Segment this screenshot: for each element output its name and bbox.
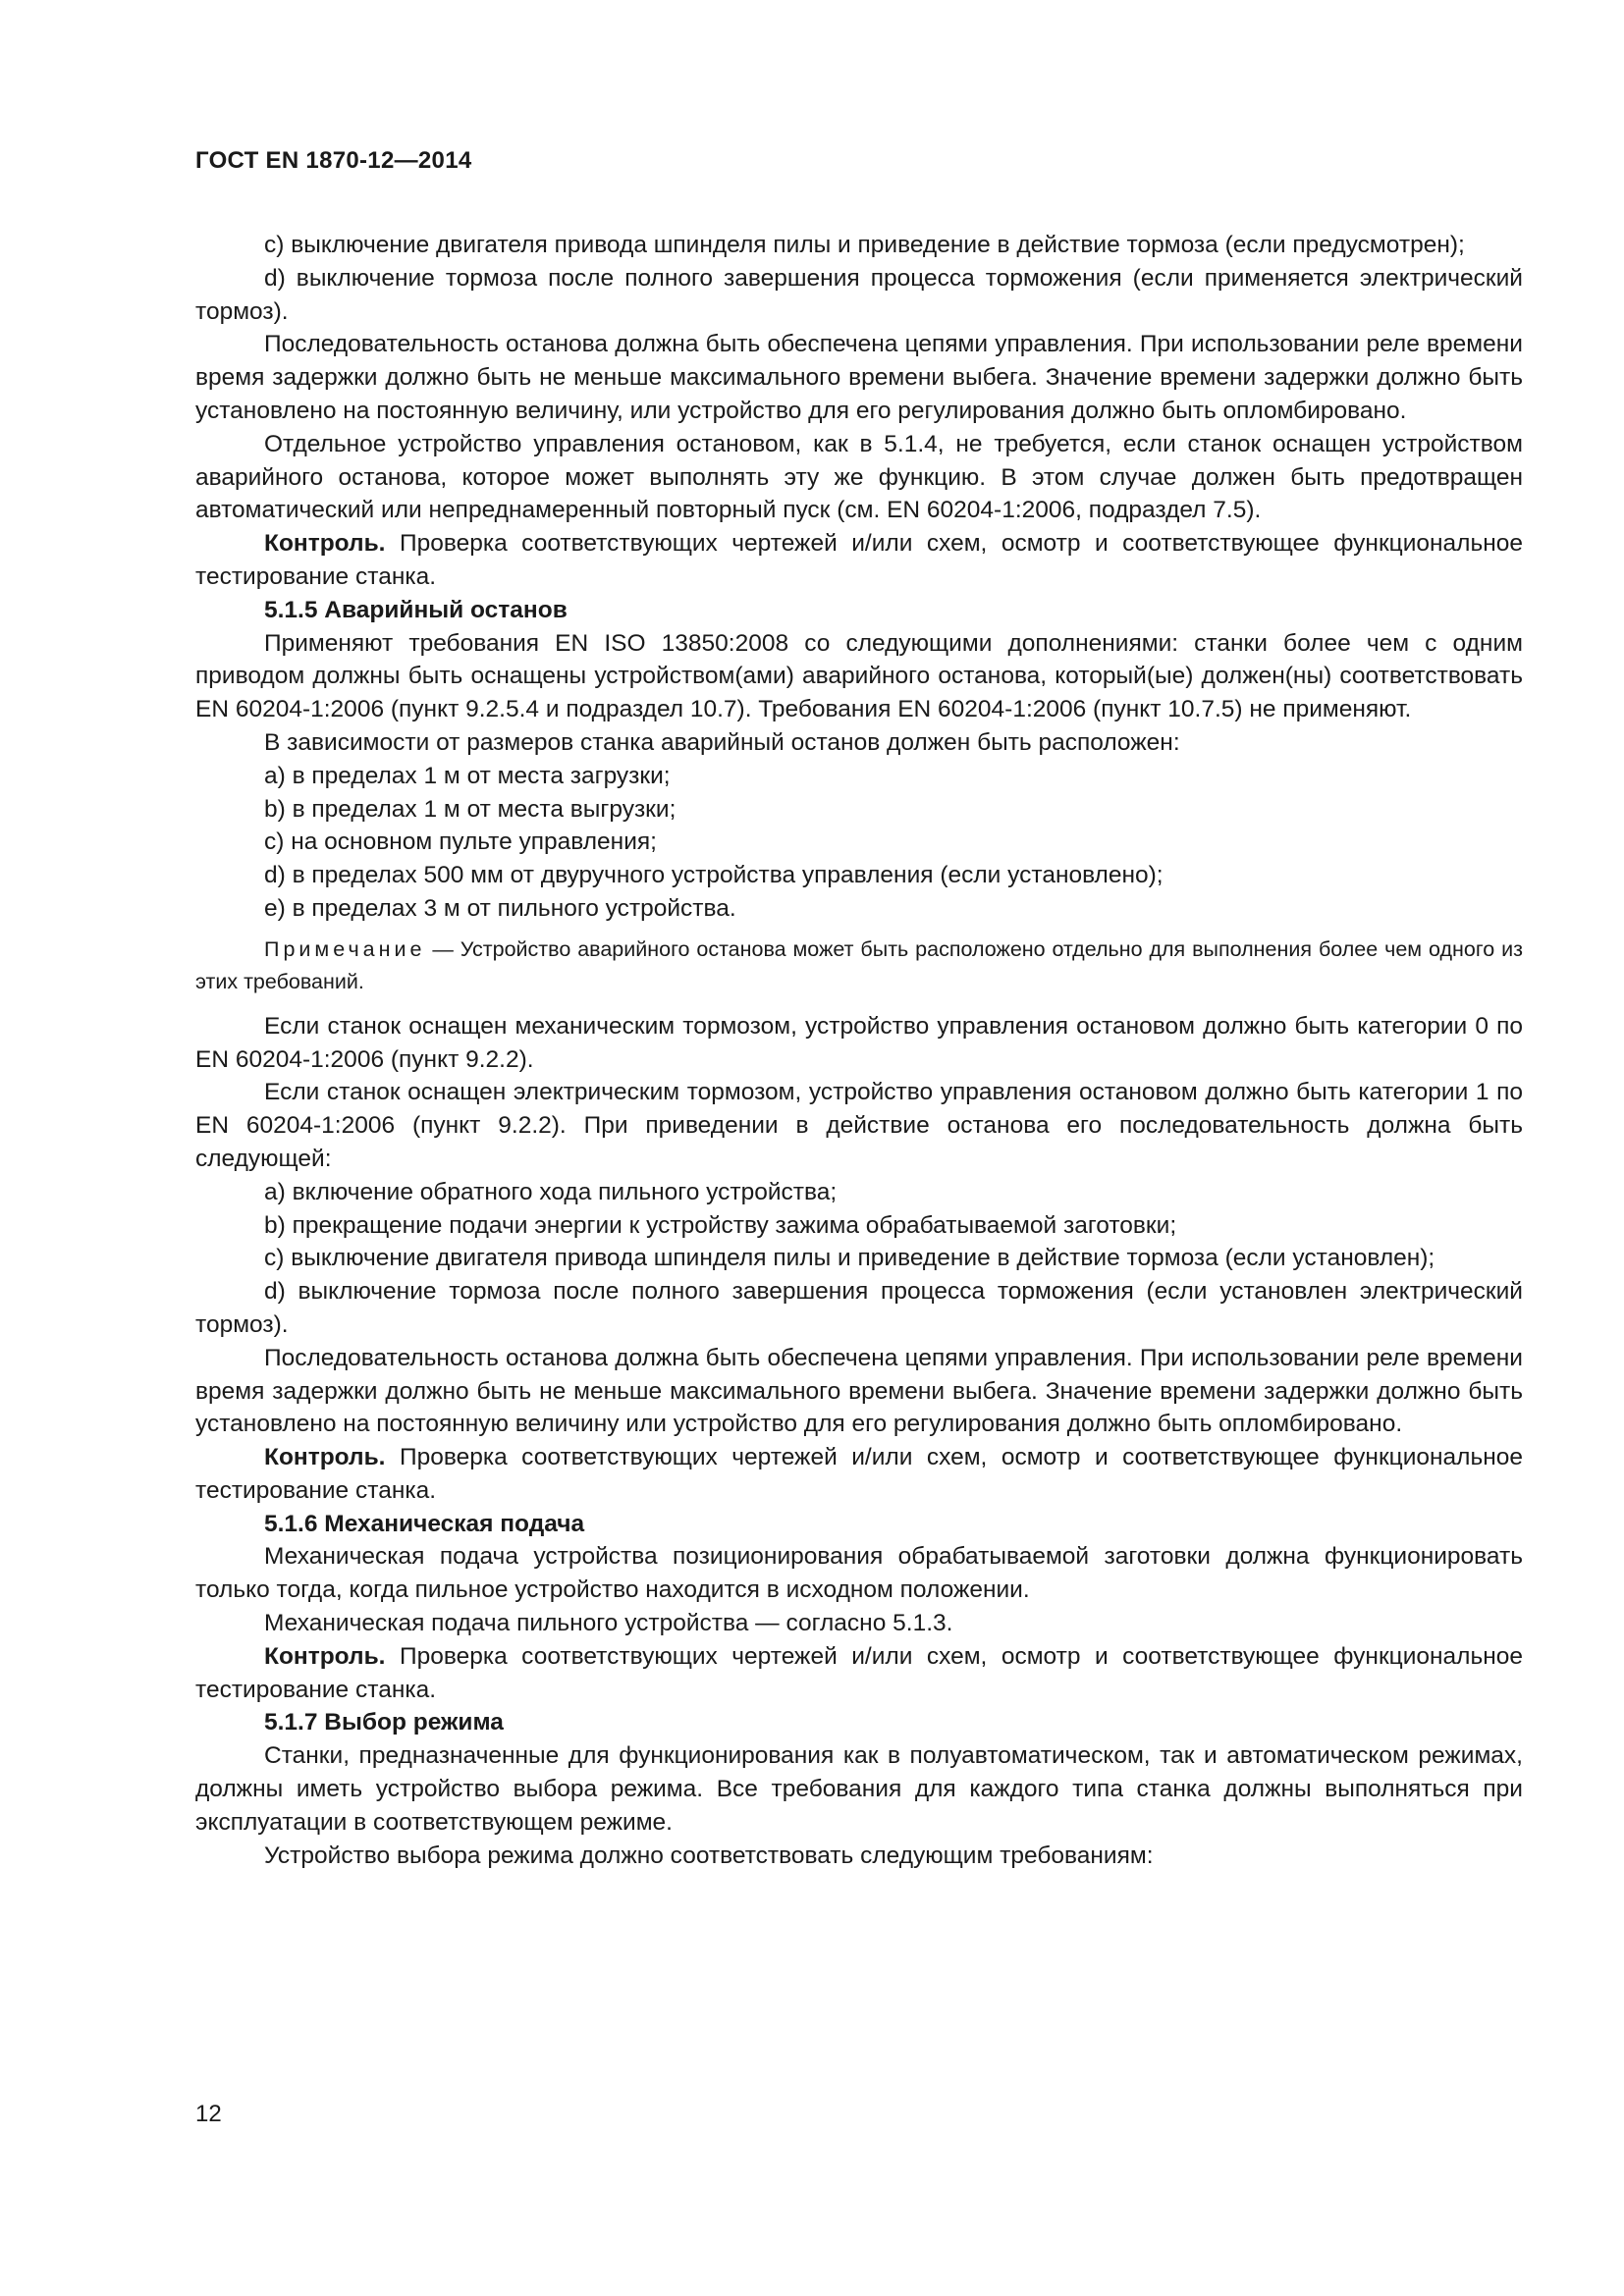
paragraph: Механическая подача устройства позиционирования обрабатываемой заготовки должна функционировать только тогда, когда пильное устройство находится в исходном положении.	[195, 1543, 1523, 1604]
paragraph: Если станок оснащен электрическим тормозом, устройство управления остановом должно быть категории 1 по EN 60204-1:2006 (пункт 9.2.2). При приведении в действие останова его последовательность должна быть следующей:	[195, 1079, 1523, 1172]
control-text: Проверка соответствующих чертежей и/или схем, осмотр и соответствующее функциональное тестирование станка.	[195, 1642, 1523, 1703]
list-item: c) на основном пульте управления;	[264, 828, 657, 856]
document-header: ГОСТ EN 1870-12—2014	[195, 147, 472, 174]
list-item: d) выключение тормоза после полного завершения процесса торможения (если установлен электрический тормоз).	[195, 1278, 1523, 1338]
paragraph: Станки, предназначенные для функционирования как в полуавтоматическом, так и автоматическом режимах, должны иметь устройство выбора режима. Все требования для каждого типа станка должны выполняться при эксплуатации в соответствующем режиме.	[195, 1742, 1523, 1836]
paragraph: Отдельное устройство управления остановом, как в 5.1.4, не требуется, если станок оснащен устройством аварийного останова, которое может выполнять эту же функцию. В этом случае должен быть предотвращен автоматический или непреднамеренный повторный пуск (см. EN 60204-1:2006, подраздел 7.5).	[195, 430, 1523, 524]
control-paragraph	[195, 1640, 1523, 1707]
page-number: 12	[195, 2101, 222, 2127]
paragraph: c) выключение двигателя привода шпинделя пилы и приведение в действие тормоза (если предусмотрен);	[264, 232, 1465, 258]
list-item: a) в пределах 1 м от места загрузки;	[264, 762, 671, 789]
paragraph: Механическая подача пильного устройства — согласно 5.1.3.	[264, 1610, 953, 1637]
list-item: e) в пределах 3 м от пильного устройства.	[264, 894, 736, 922]
control-text: Проверка соответствующих чертежей и/или схем, осмотр и соответствующее функциональное тестирование станка.	[195, 530, 1523, 590]
section-heading: 5.1.7 Выбор режима	[264, 1709, 504, 1736]
note-label: Примечание	[264, 936, 426, 961]
list-item: b) прекращение подачи энергии к устройству зажима обрабатываемой заготовки;	[264, 1211, 1177, 1239]
list-item: d) в пределах 500 мм от двуручного устройства управления (если установлено);	[264, 862, 1164, 889]
paragraph: Применяют требования EN ISO 13850:2008 со следующими дополнениями: станки более чем с одним приводом должны быть оснащены устройством(ами) аварийного останова, который(ые) должен(ны) соответствовать EN 60204-1:2006 (пункт 9.2.5.4 и подраздел 10.7). Требования EN 60204-1:2006 (пункт 10.7.5) не применяют.	[195, 629, 1523, 723]
note	[195, 934, 1523, 998]
section-heading: 5.1.5 Аварийный останов	[264, 596, 568, 623]
paragraph: d) выключение тормоза после полного завершения процесса торможения (если применяется электрический тормоз).	[195, 264, 1523, 325]
list-item: b) в пределах 1 м от места выгрузки;	[264, 795, 677, 823]
section-heading: 5.1.6 Механическая подача	[264, 1510, 585, 1537]
list-item: c) выключение двигателя привода шпинделя пилы и приведение в действие тормоза (если установлен);	[264, 1245, 1435, 1272]
control-paragraph	[195, 1441, 1523, 1508]
control-label: Контроль.	[264, 1642, 386, 1670]
paragraph: Последовательность останова должна быть обеспечена цепями управления. При использовании реле времени время задержки должно быть не меньше максимального времени выбега. Значение времени задержки должно быть установлено на постоянную величину или устройство для его регулирования должно быть опломбировано.	[195, 1344, 1523, 1438]
document-body	[195, 229, 1523, 1872]
control-label: Контроль.	[264, 530, 386, 558]
paragraph: Устройство выбора режима должно соответствовать следующим требованиям:	[264, 1842, 1154, 1869]
paragraph: В зависимости от размеров станка аварийный останов должен быть расположен:	[264, 728, 1180, 756]
list-item: a) включение обратного хода пильного устройства;	[264, 1178, 838, 1205]
control-text: Проверка соответствующих чертежей и/или схем, осмотр и соответствующее функциональное тестирование станка.	[195, 1444, 1523, 1504]
paragraph: Если станок оснащен механическим тормозом, устройство управления остановом должно быть категории 0 по EN 60204-1:2006 (пункт 9.2.2).	[195, 1012, 1523, 1073]
paragraph: Последовательность останова должна быть обеспечена цепями управления. При использовании реле времени время задержки должно быть не меньше максимального времени выбега. Значение времени задержки должно быть установлено на постоянную величину, или устройство для его регулирования должно быть опломбировано.	[195, 331, 1523, 424]
note-text: — Устройство аварийного останова может быть расположено отдельно для выполнения более чем одного из этих требований.	[195, 936, 1523, 993]
control-label: Контроль.	[264, 1444, 386, 1471]
control-paragraph	[195, 527, 1523, 594]
